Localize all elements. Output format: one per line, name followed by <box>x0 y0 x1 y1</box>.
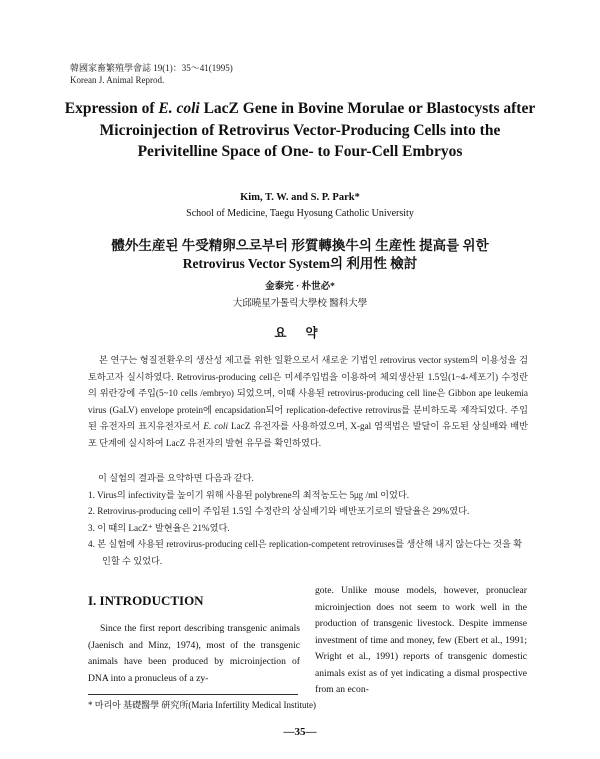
korean-title-line-1: 體外生産된 牛受精卵으로부터 形質轉換牛의 生産性 提高를 위한 <box>111 238 489 253</box>
abstract-paragraph <box>88 352 528 451</box>
title-part-1: Expression of <box>64 100 159 117</box>
right-column <box>315 583 527 699</box>
korean-affiliation: 大邱曉星가톨릭大學校 醫科大學 <box>232 299 368 309</box>
authors: Kim, T. W. and S. P. Park* <box>240 192 360 203</box>
abstract-italic-species: E. coli <box>203 421 229 431</box>
introduction-heading: I. INTRODUCTION <box>88 593 204 608</box>
introduction-text-left: Since the first report describing transgenic animals (Jaenisch and Minz, 1974), most of the transgenic animals have been produced by microinjection of DNA into a pronucleus of a zy- <box>88 623 300 684</box>
summary-list <box>88 487 528 570</box>
korean-authors: 金泰完 · 朴世必* <box>265 282 335 292</box>
summary-item-1: 1. Virus의 infectivity를 높이기 위해 사용된 polybrene의 최적농도는 5㎍ /ml 이었다. <box>88 489 410 500</box>
left-column <box>88 583 300 687</box>
abstract-heading: 요 약 <box>274 326 326 340</box>
korean-abstract <box>88 352 528 451</box>
summary-item-2: 2. Retrovirus-producing cell이 주입된 1.5일 수정란의 상실배기와 배반포기로의 발달율은 29%였다. <box>88 506 470 516</box>
abstract-text-1: 본 연구는 형질전환우의 생산성 제고를 위한 일환으로서 새로운 기법인 retrovirus vector system의 이용성을 검토하고자 실시하였다. Retrovirus-producing cell은 미세주입법을 이용하여 체외생산된 1.5일(1~4-세포기) 수정란의 위란강에 주입(5~10 cells /embryo) 되었으며, 이때 사용된 retrovirus-producing cell line은 Gibbon ape leukemia virus (GaLV) envelope protein에 encapsidation되어 replication-defective retrovirus를 분비하도록 제작되었다. 주입된 유전자의 표지유전자로서 <box>88 355 528 431</box>
title-part-2: LacZ Gene in Bovine Morulae or Blastocysts after Microinjection of Retrovirus Vector-Producing Cells into the Perivitelline Space of One- to Four-Cell Embryos <box>99 100 536 160</box>
footnote: * 마리아 基礎醫學 硏究所(Maria Infertility Medical Institute) <box>88 700 317 710</box>
abstract-text-2: LacZ 유전자를 사용하였으며, X-gal 염색법은 발달이 유도된 상실배와 배반포 단계에 실시하여 LacZ 유전자의 발현 유무를 확인하였다. <box>88 421 528 448</box>
korean-title <box>60 237 540 273</box>
summary-item-3: 3. 이 때의 LacZ⁺ 발현율은 21%였다. <box>88 522 230 533</box>
page-number: —35— <box>283 726 317 738</box>
affiliation: School of Medicine, Taegu Hyosung Catholic University <box>186 208 414 219</box>
summary-item-4: 4. 본 실험에 사용된 retrovirus-producing cell은 replication-competent retroviruses를 생산해 내지 않는다는 것을 확인할 수 있었다. <box>88 539 523 566</box>
footnote-rule <box>88 694 298 695</box>
paper-title <box>60 98 540 163</box>
korean-title-line-2: Retrovirus Vector System의 利用性 檢討 <box>182 256 418 271</box>
journal-citation <box>70 62 233 86</box>
journal-citation-english: Korean J. Animal Reprod. <box>70 75 165 85</box>
summary-lead: 이 실험의 결과를 요약하면 다음과 같다. <box>98 473 254 483</box>
introduction-text-right: gote. Unlike mouse models, however, pronuclear microinjection does not seem to work well in the production of transgenic livestock. Despite immense investment of time and money, few (Ebert et al., 1991; Wright et al., 1991) reports of transgenic domestic animals exist as of yet indicating a dismal prospective from an econ- <box>315 585 527 695</box>
summary-results <box>88 470 528 569</box>
title-italic-species: E. coli <box>158 100 200 117</box>
journal-citation-korean: 韓國家畜繁殖學會誌 19(1)：35～41(1995) <box>70 63 233 73</box>
